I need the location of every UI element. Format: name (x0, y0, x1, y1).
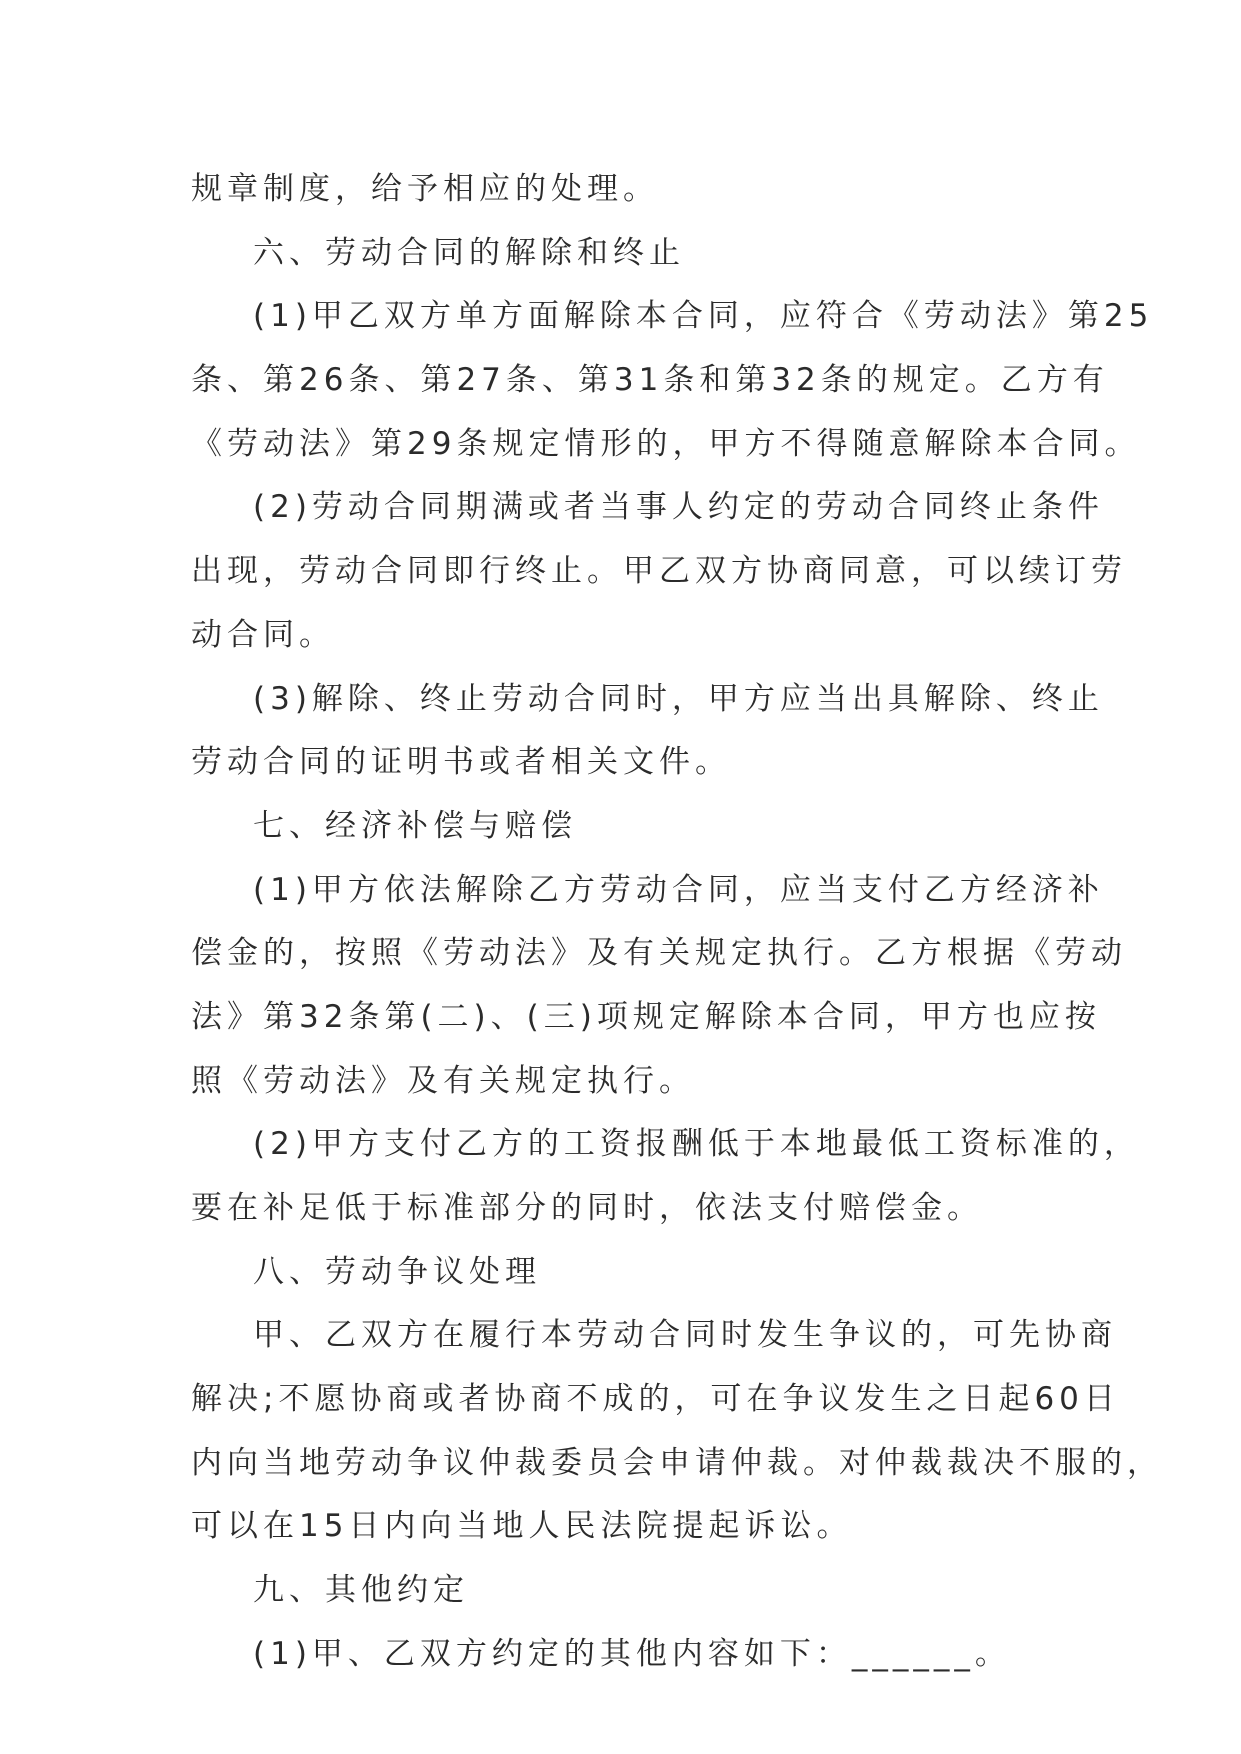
text-line: 内向当地劳动争议仲裁委员会申请仲裁。对仲裁裁决不服的， (191, 1444, 1163, 1481)
text-line: 可以在15日内向当地人民法院提起诉讼。 (191, 1508, 853, 1545)
text-line: (1)甲方依法解除乙方劳动合同，应当支付乙方经济补 (253, 871, 1104, 908)
text-line: 法》第32条第(二)、(三)项规定解除本合同，甲方也应按 (191, 998, 1101, 1035)
text-line: (2)劳动合同期满或者当事人约定的劳动合同终止条件 (253, 489, 1104, 526)
text-line: 《劳动法》第29条规定情形的，甲方不得随意解除本合同。 (191, 425, 1141, 462)
text-line: 规章制度，给予相应的处理。 (191, 171, 659, 207)
text-line: 六、劳动合同的解除和终止 (253, 234, 685, 271)
text-line: (1)甲、乙双方约定的其他内容如下：______。 (253, 1635, 1011, 1672)
text-line: (1)甲乙双方单方面解除本合同，应符合《劳动法》第25 (253, 298, 1154, 335)
text-line: 条、第26条、第27条、第31条和第32条的规定。乙方有 (191, 362, 1109, 399)
text-line: 出现，劳动合同即行终止。甲乙双方协商同意，可以续订劳 (191, 553, 1127, 590)
contract-body-text (191, 158, 1163, 1687)
text-line: 要在补足低于标准部分的同时，依法支付赔偿金。 (191, 1190, 983, 1226)
text-line: 七、经济补偿与赔偿 (253, 807, 577, 844)
text-line: 照《劳动法》及有关规定执行。 (191, 1062, 695, 1099)
text-line: 动合同。 (191, 616, 335, 653)
text-line: 劳动合同的证明书或者相关文件。 (191, 744, 731, 781)
text-line: (3)解除、终止劳动合同时，甲方应当出具解除、终止 (253, 680, 1104, 717)
text-line: (2)甲方支付乙方的工资报酬低于本地最低工资标准的， (253, 1126, 1140, 1163)
text-line: 八、劳动争议处理 (253, 1253, 541, 1290)
text-line: 九、其他约定 (253, 1572, 469, 1609)
text-line: 甲、乙双方在履行本劳动合同时发生争议的，可先协商 (253, 1317, 1117, 1354)
text-line: 解决;不愿协商或者协商不成的，可在争议发生之日起60日 (191, 1381, 1120, 1418)
text-line: 偿金的，按照《劳动法》及有关规定执行。乙方根据《劳动 (191, 935, 1127, 972)
